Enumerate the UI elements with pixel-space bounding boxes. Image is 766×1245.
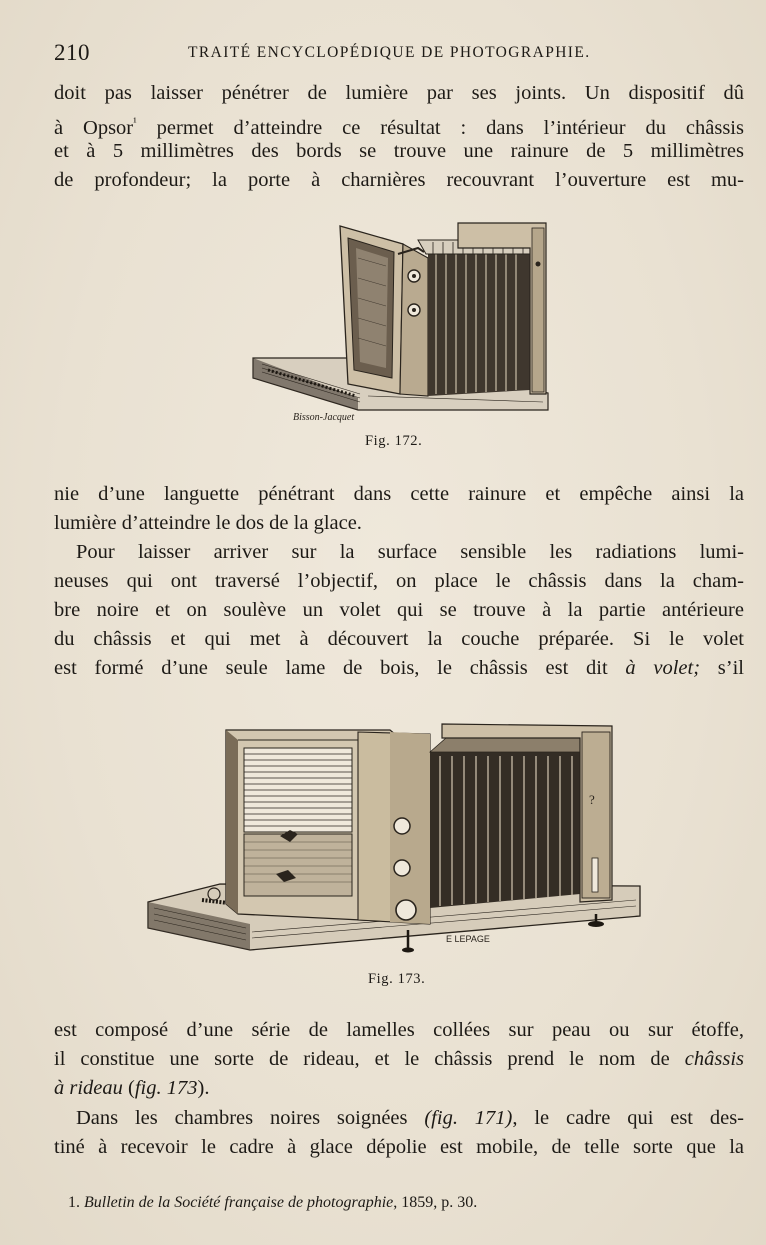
text-line: [54, 108, 744, 137]
text-span: il constitue une sorte de rideau, et le châssis prend le nom de: [54, 1048, 685, 1070]
footnote-citation: , 1859, p. 30.: [393, 1194, 478, 1211]
running-title: TRAITÉ ENCYCLOPÉDIQUE DE PHOTOGRAPHIE.: [188, 44, 591, 61]
figure-reference: fig. 173: [134, 1077, 198, 1099]
page-number: 210: [54, 40, 90, 65]
text-line: Pour laisser arriver sur la surface sensible les radiations lumi-: [76, 541, 744, 563]
paragraph-2: [54, 480, 744, 538]
figure-173-engraving: [140, 718, 645, 960]
text-line: [54, 1045, 744, 1074]
text-span: permet d’atteindre ce résultat : dans l’intérieur du châssis: [136, 117, 744, 139]
running-head: [54, 40, 744, 70]
figure-172-engraving: [248, 218, 553, 430]
text-line: nie d’une languette pénétrant dans cette rainure et empêche ainsi la: [54, 483, 744, 505]
text-span: à Opsor: [54, 117, 134, 139]
text-line: [54, 1104, 744, 1133]
figure-reference: (fig. 171): [424, 1107, 513, 1129]
italic-term: à volet;: [625, 657, 718, 679]
text-line: neuses qui ont traversé l’objectif, on place le châssis dans la cham-: [54, 570, 744, 592]
text-span: , le cadre qui est des-: [512, 1107, 744, 1129]
figure-172-caption: Fig. 172.: [365, 433, 423, 449]
text-span: s’il: [717, 657, 744, 679]
svg-text:?: ?: [589, 792, 595, 807]
footnote-number: 1.: [68, 1194, 80, 1211]
paragraph-5: [54, 1104, 744, 1162]
camera-engraving-172: [248, 218, 553, 430]
engraver-signature: E LEPAGE: [446, 934, 490, 944]
italic-term: à rideau: [54, 1077, 123, 1099]
text-span: est formé d’une seule lame de bois, le châssis est dit: [54, 657, 626, 679]
paragraph-1: [54, 79, 744, 195]
engraver-signature: Bisson-Jacquet: [293, 412, 355, 423]
paragraph-4: [54, 1016, 744, 1103]
text-line: bre noire et on soulève un volet qui se trouve à la partie antérieure: [54, 599, 744, 621]
text-span: (: [122, 1077, 135, 1099]
text-line: de profondeur; la porte à charnières recouvrant l’ouverture est mu-: [54, 169, 744, 191]
figure-173-caption: Fig. 173.: [368, 971, 426, 987]
footnote: [68, 1194, 477, 1212]
footnote-source: Bulletin de la Société française de photographie: [84, 1194, 394, 1211]
text-line: doit pas laisser pénétrer de lumière par ses joints. Un dispositif dû: [54, 82, 744, 104]
text-line: du châssis et qui met à découvert la couche préparée. Si le volet: [54, 628, 744, 650]
text-line: est composé d’une série de lamelles collées sur peau ou sur étoffe,: [54, 1019, 744, 1041]
text-line: [54, 654, 744, 683]
camera-engraving-173: [140, 718, 645, 960]
footnote-marker: ¹: [133, 115, 137, 129]
italic-term: châssis: [684, 1048, 744, 1070]
text-line: tiné à recevoir le cadre à glace dépolie est mobile, de telle sorte que la: [54, 1136, 744, 1158]
text-line: [54, 1074, 744, 1103]
text-span: Dans les chambres noires soignées: [76, 1107, 425, 1129]
paragraph-3: [54, 538, 744, 683]
text-line: lumière d’atteindre le dos de la glace.: [54, 512, 362, 534]
text-line: et à 5 millimètres des bords se trouve une rainure de 5 millimètres: [54, 140, 744, 162]
text-span: ).: [197, 1077, 210, 1099]
